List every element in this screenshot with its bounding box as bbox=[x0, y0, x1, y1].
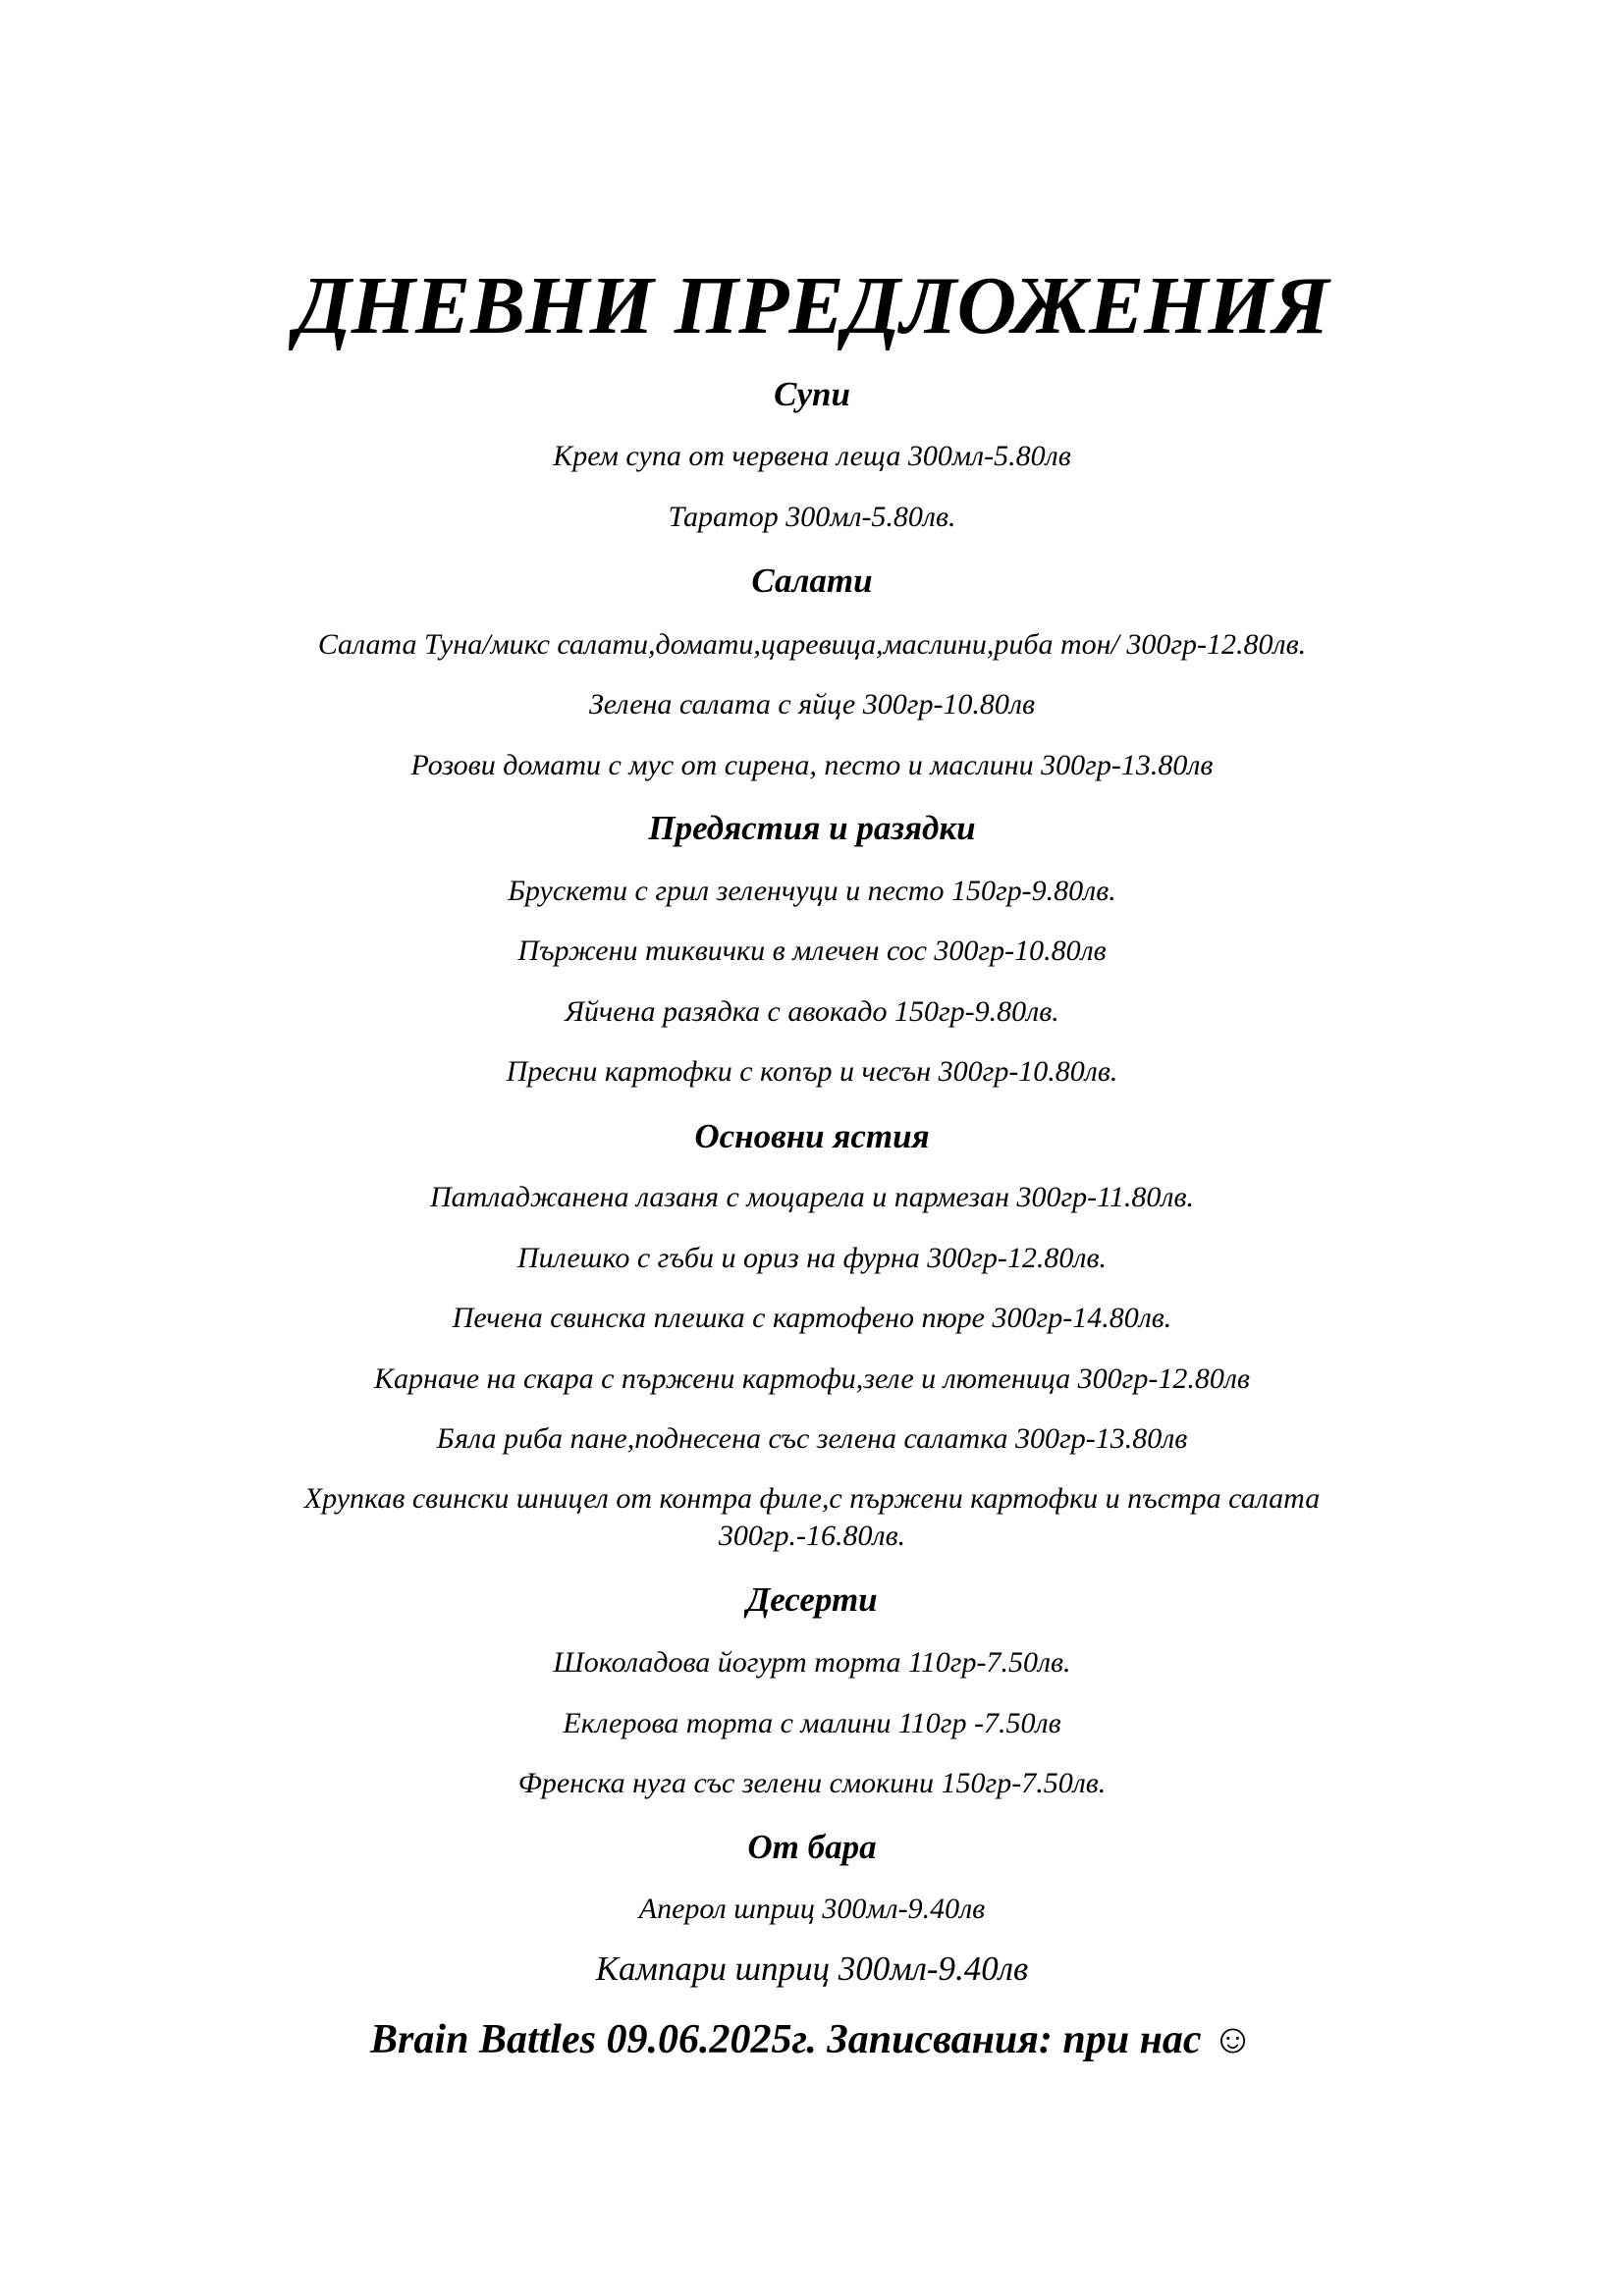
menu-item: Патладжанена лазаня с моцарела и пармезан 300гр-11.80лв. bbox=[429, 1181, 1195, 1213]
menu-item: Карначе на скара с пържени картофи,зеле и лютеница 300гр-12.80лв bbox=[374, 1362, 1250, 1395]
menu-item: Аперол шприц 300мл-9.40лв bbox=[638, 1893, 986, 1925]
menu-item: Пресни картофки с копър и чесън 300гр-10.80лв. bbox=[506, 1055, 1118, 1088]
menu-item: Пилешко с гъби и ориз на фурна 300гр-12.80лв. bbox=[516, 1242, 1107, 1274]
page-title: ДНЕВНИ ПРЕДЛОЖЕНИЯ bbox=[295, 260, 1329, 351]
event-announcement: Brain Battles 09.06.2025г. Записвания: при нас ☺ bbox=[370, 2017, 1254, 2062]
menu-item: Пържени тиквички в млечен сос 300гр-10.80лв bbox=[517, 934, 1107, 967]
menu-item: Кампари шприц 300мл-9.40лв bbox=[595, 1949, 1029, 1988]
menu-item: Печена свинска плешка с картофено пюре 300гр-14.80лв. bbox=[452, 1302, 1172, 1334]
menu-item: Розови домати с мус от сирена, песто и маслини 300гр-13.80лв bbox=[410, 749, 1214, 781]
menu-item: Бяла риба пане,поднесена със зелена салатка 300гр-13.80лв bbox=[436, 1422, 1188, 1455]
menu-item: Френска нуга със зелени смокини 150гр-7.50лв. bbox=[517, 1767, 1107, 1799]
section-heading-starters: Предястия и разядки bbox=[648, 809, 976, 847]
menu-item: Крем супа от червена леща 300мл-5.80лв bbox=[553, 440, 1071, 472]
section-heading-salads: Салати bbox=[751, 561, 873, 600]
menu-item: Хрупкав свински шницел от контра филе,с пържени картофки и пъстра салата 300гр.-16.80лв. bbox=[303, 1482, 1321, 1552]
menu-item: Яйчена разядка с авокадо 150гр-9.80лв. bbox=[565, 995, 1059, 1028]
menu-item: Еклерова торта с малини 110гр -7.50лв bbox=[563, 1707, 1061, 1739]
section-heading-soups: Супи bbox=[774, 375, 850, 413]
menu-item: Салата Туна/микс салати,домати,царевица,маслини,риба тон/ 300гр-12.80лв. bbox=[317, 628, 1307, 661]
section-heading-desserts: Десерти bbox=[746, 1580, 878, 1619]
menu-item: Брускети с грил зеленчуци и песто 150гр-9.80лв. bbox=[508, 875, 1116, 907]
menu-item: Таратор 300мл-5.80лв. bbox=[668, 501, 956, 533]
menu-item: Шоколадова йогурт торта 110гр-7.50лв. bbox=[553, 1646, 1071, 1679]
section-heading-main-dishes: Основни ястия bbox=[694, 1117, 930, 1155]
section-heading-bar: От бара bbox=[747, 1828, 877, 1866]
menu-item: Зелена салата с яйце 300гр-10.80лв bbox=[588, 688, 1036, 721]
